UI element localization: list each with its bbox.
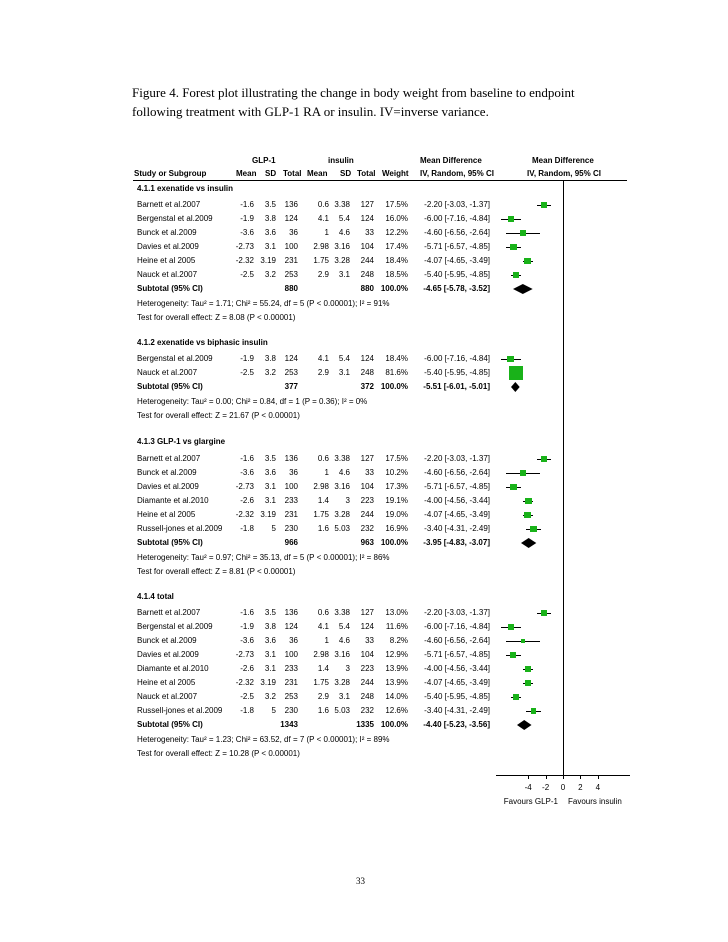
study-name: Nauck et al.2007 bbox=[137, 368, 198, 377]
study-m2: 4.1 bbox=[317, 214, 329, 223]
study-weight: 17.3% bbox=[385, 482, 408, 491]
study-name: Heine et al 2005 bbox=[137, 510, 196, 519]
study-sd1: 3.8 bbox=[264, 622, 276, 631]
study-m1: -2.5 bbox=[240, 692, 254, 701]
study-n1: 233 bbox=[284, 496, 298, 505]
study-weight: 19.1% bbox=[385, 496, 408, 505]
study-n1: 231 bbox=[284, 510, 298, 519]
overall-effect-text: Test for overall effect: Z = 21.67 (P < 0.00001) bbox=[137, 411, 300, 420]
overall-effect-text: Test for overall effect: Z = 8.81 (P < 0.00001) bbox=[137, 567, 296, 576]
study-md: -5.40 [-5.95, -4.85] bbox=[424, 692, 490, 701]
subtotal-diamond bbox=[510, 381, 521, 393]
study-n1: 36 bbox=[289, 636, 298, 645]
study-sd1: 3.5 bbox=[264, 608, 276, 617]
study-md: -3.40 [-4.31, -2.49] bbox=[424, 524, 490, 533]
study-weight: 17.4% bbox=[385, 242, 408, 251]
study-weight: 8.2% bbox=[389, 636, 408, 645]
study-row-box bbox=[521, 639, 526, 644]
study-sd1: 3.19 bbox=[260, 678, 276, 687]
study-m1: -2.73 bbox=[235, 482, 254, 491]
subtotal-md: -3.95 [-4.83, -3.07] bbox=[423, 538, 490, 547]
study-n2: 248 bbox=[360, 368, 374, 377]
study-n2: 244 bbox=[360, 678, 374, 687]
study-sd2: 3.28 bbox=[334, 678, 350, 687]
study-n1: 100 bbox=[284, 242, 298, 251]
favours-left-label: Favours GLP-1 bbox=[503, 797, 558, 806]
study-n2: 124 bbox=[360, 622, 374, 631]
study-name: Davies et al.2009 bbox=[137, 242, 199, 251]
heterogeneity-text: Heterogeneity: Tau² = 0.97; Chi² = 35.13, df = 5 (P < 0.00001); I² = 86% bbox=[137, 553, 390, 562]
subtotal-md: -5.51 [-6.01, -5.01] bbox=[423, 382, 490, 391]
header-insulin: insulin bbox=[328, 156, 354, 165]
study-md: -4.07 [-4.65, -3.49] bbox=[424, 510, 490, 519]
study-n2: 248 bbox=[360, 692, 374, 701]
study-row-box bbox=[507, 356, 514, 363]
study-sd2: 4.6 bbox=[338, 228, 350, 237]
study-name: Bergenstal et al.2009 bbox=[137, 622, 213, 631]
study-n2: 244 bbox=[360, 256, 374, 265]
header-plot-col: Mean Difference bbox=[532, 156, 594, 165]
study-md: -4.07 [-4.65, -3.49] bbox=[424, 256, 490, 265]
study-row-box bbox=[513, 694, 519, 700]
study-weight: 12.2% bbox=[385, 228, 408, 237]
subtotal-weight: 100.0% bbox=[380, 720, 408, 729]
subtotal-diamond bbox=[516, 719, 533, 731]
subtotal-diamond-shape bbox=[511, 382, 520, 392]
study-sd2: 5.4 bbox=[338, 214, 350, 223]
header-plot-sub: IV, Random, 95% CI bbox=[527, 169, 601, 178]
study-m1: -2.32 bbox=[235, 678, 254, 687]
study-m2: 2.9 bbox=[317, 368, 329, 377]
study-m1: -2.5 bbox=[240, 368, 254, 377]
study-weight: 13.9% bbox=[385, 678, 408, 687]
study-name: Russell-jones et al.2009 bbox=[137, 706, 223, 715]
study-name: Nauck et al.2007 bbox=[137, 692, 198, 701]
study-sd2: 3.1 bbox=[338, 270, 350, 279]
study-sd2: 5.03 bbox=[334, 706, 350, 715]
header-mean1: Mean bbox=[236, 169, 257, 178]
heterogeneity-text: Heterogeneity: Tau² = 0.00; Chi² = 0.84, df = 1 (P = 0.36); I² = 0% bbox=[137, 397, 368, 406]
study-n2: 232 bbox=[360, 524, 374, 533]
study-sd1: 3.8 bbox=[264, 354, 276, 363]
subtotal-n2: 880 bbox=[360, 284, 374, 293]
study-sd1: 3.1 bbox=[264, 650, 276, 659]
figure-caption: Figure 4. Forest plot illustrating the change in body weight from baseline to endpoint following treatment with GLP-1 RA or insulin. IV=inverse variance. bbox=[132, 85, 575, 119]
study-m2: 0.6 bbox=[317, 454, 329, 463]
study-sd1: 3.6 bbox=[264, 228, 276, 237]
study-name: Bunck et al.2009 bbox=[137, 228, 197, 237]
subtotal-weight: 100.0% bbox=[380, 538, 408, 547]
study-sd2: 3.38 bbox=[334, 454, 350, 463]
study-n2: 33 bbox=[365, 468, 374, 477]
subgroup-title: 4.1.4 total bbox=[137, 592, 174, 601]
study-row-box bbox=[530, 526, 537, 533]
study-m1: -1.6 bbox=[240, 608, 254, 617]
header-total2: Total bbox=[357, 169, 376, 178]
study-sd2: 5.03 bbox=[334, 524, 350, 533]
study-m1: -2.6 bbox=[240, 664, 254, 673]
study-m1: -1.9 bbox=[240, 354, 254, 363]
study-name: Russell-jones et al.2009 bbox=[137, 524, 223, 533]
study-md: -4.00 [-4.56, -3.44] bbox=[424, 496, 490, 505]
study-sd1: 3.2 bbox=[264, 692, 276, 701]
study-n1: 136 bbox=[284, 200, 298, 209]
subtotal-diamond bbox=[520, 537, 537, 549]
study-n2: 124 bbox=[360, 354, 374, 363]
study-row-box bbox=[520, 230, 526, 236]
study-sd2: 3.28 bbox=[334, 510, 350, 519]
study-md: -5.71 [-6.57, -4.85] bbox=[424, 242, 490, 251]
study-m2: 0.6 bbox=[317, 200, 329, 209]
study-m2: 1.4 bbox=[317, 496, 329, 505]
study-name: Bergenstal et al.2009 bbox=[137, 354, 213, 363]
study-n1: 233 bbox=[284, 664, 298, 673]
subtotal-n1: 377 bbox=[284, 382, 298, 391]
study-weight: 18.4% bbox=[385, 256, 408, 265]
study-name: Nauck et al.2007 bbox=[137, 270, 198, 279]
study-sd1: 3.2 bbox=[264, 270, 276, 279]
study-md: -6.00 [-7.16, -4.84] bbox=[424, 622, 490, 631]
study-weight: 14.0% bbox=[385, 692, 408, 701]
study-n2: 33 bbox=[365, 636, 374, 645]
study-sd1: 3.8 bbox=[264, 214, 276, 223]
study-name: Heine et al 2005 bbox=[137, 256, 196, 265]
study-row-box bbox=[509, 366, 523, 380]
study-m1: -2.5 bbox=[240, 270, 254, 279]
study-row-box bbox=[508, 216, 514, 222]
x-axis-tick bbox=[580, 775, 581, 779]
study-weight: 16.9% bbox=[385, 524, 408, 533]
study-m1: -1.8 bbox=[240, 524, 254, 533]
study-md: -5.71 [-6.57, -4.85] bbox=[424, 650, 490, 659]
study-n2: 124 bbox=[360, 214, 374, 223]
study-md: -4.07 [-4.65, -3.49] bbox=[424, 678, 490, 687]
study-sd2: 3 bbox=[345, 664, 350, 673]
study-weight: 10.2% bbox=[385, 468, 408, 477]
study-m1: -3.6 bbox=[240, 468, 254, 477]
study-m1: -2.73 bbox=[235, 242, 254, 251]
study-sd1: 3.5 bbox=[264, 454, 276, 463]
x-tick-label: 0 bbox=[560, 783, 566, 792]
x-axis-tick bbox=[546, 775, 547, 779]
study-n1: 253 bbox=[284, 270, 298, 279]
study-m2: 1.75 bbox=[313, 510, 329, 519]
subtotal-diamond bbox=[512, 283, 534, 295]
study-m2: 1.75 bbox=[313, 256, 329, 265]
study-md: -5.40 [-5.95, -4.85] bbox=[424, 368, 490, 377]
study-n2: 127 bbox=[360, 454, 374, 463]
study-row-box bbox=[525, 498, 532, 505]
study-n1: 124 bbox=[284, 354, 298, 363]
study-n1: 136 bbox=[284, 608, 298, 617]
study-m1: -1.9 bbox=[240, 622, 254, 631]
study-md: -2.20 [-3.03, -1.37] bbox=[424, 608, 490, 617]
study-name: Bunck et al.2009 bbox=[137, 468, 197, 477]
study-weight: 11.6% bbox=[385, 622, 408, 631]
study-weight: 13.0% bbox=[385, 608, 408, 617]
overall-effect-text: Test for overall effect: Z = 8.08 (P < 0.00001) bbox=[137, 313, 296, 322]
study-n1: 124 bbox=[284, 214, 298, 223]
header-rule bbox=[133, 180, 627, 181]
study-name: Diamante et al.2010 bbox=[137, 664, 209, 673]
study-sd2: 4.6 bbox=[338, 636, 350, 645]
subtotal-label: Subtotal (95% CI) bbox=[137, 284, 203, 293]
study-n1: 231 bbox=[284, 256, 298, 265]
header-md-sub: IV, Random, 95% CI bbox=[420, 169, 494, 178]
study-sd1: 3.19 bbox=[260, 256, 276, 265]
study-m2: 0.6 bbox=[317, 608, 329, 617]
study-sd1: 3.1 bbox=[264, 664, 276, 673]
subtotal-diamond-shape bbox=[521, 538, 536, 548]
study-sd2: 5.4 bbox=[338, 354, 350, 363]
study-n1: 100 bbox=[284, 650, 298, 659]
study-row-box bbox=[510, 244, 517, 251]
header-total1: Total bbox=[283, 169, 302, 178]
study-m1: -2.32 bbox=[235, 510, 254, 519]
study-sd2: 3.38 bbox=[334, 608, 350, 617]
study-weight: 18.4% bbox=[385, 354, 408, 363]
study-md: -6.00 [-7.16, -4.84] bbox=[424, 354, 490, 363]
subtotal-md: -4.40 [-5.23, -3.56] bbox=[423, 720, 490, 729]
study-name: Diamante et al.2010 bbox=[137, 496, 209, 505]
study-sd2: 3.28 bbox=[334, 256, 350, 265]
study-m2: 2.98 bbox=[313, 650, 329, 659]
study-n2: 33 bbox=[365, 228, 374, 237]
study-sd2: 3.1 bbox=[338, 692, 350, 701]
study-n1: 36 bbox=[289, 468, 298, 477]
study-n2: 127 bbox=[360, 608, 374, 617]
study-row-box bbox=[524, 512, 531, 519]
study-n2: 223 bbox=[360, 664, 374, 673]
study-m1: -3.6 bbox=[240, 636, 254, 645]
study-m2: 1.6 bbox=[317, 524, 329, 533]
study-n1: 36 bbox=[289, 228, 298, 237]
x-tick-label: -4 bbox=[524, 783, 532, 792]
study-sd1: 3.1 bbox=[264, 496, 276, 505]
subtotal-md: -4.65 [-5.78, -3.52] bbox=[423, 284, 490, 293]
study-weight: 17.5% bbox=[385, 454, 408, 463]
study-weight: 17.5% bbox=[385, 200, 408, 209]
subtotal-n2: 1335 bbox=[356, 720, 374, 729]
study-n2: 248 bbox=[360, 270, 374, 279]
subtotal-weight: 100.0% bbox=[380, 382, 408, 391]
study-m2: 1 bbox=[324, 468, 329, 477]
study-sd2: 3.16 bbox=[334, 650, 350, 659]
study-m1: -1.8 bbox=[240, 706, 254, 715]
subtotal-label: Subtotal (95% CI) bbox=[137, 538, 203, 547]
study-m1: -2.73 bbox=[235, 650, 254, 659]
heterogeneity-text: Heterogeneity: Tau² = 1.71; Chi² = 55.24, df = 5 (P < 0.00001); I² = 91% bbox=[137, 299, 390, 308]
study-n1: 231 bbox=[284, 678, 298, 687]
study-md: -4.60 [-6.56, -2.64] bbox=[424, 228, 490, 237]
study-sd2: 3.16 bbox=[334, 242, 350, 251]
study-name: Davies et al.2009 bbox=[137, 650, 199, 659]
subtotal-label: Subtotal (95% CI) bbox=[137, 720, 203, 729]
study-row-box bbox=[513, 272, 520, 279]
study-row-box bbox=[525, 680, 531, 686]
favours-right-label: Favours insulin bbox=[568, 797, 622, 806]
study-name: Bunck et al.2009 bbox=[137, 636, 197, 645]
study-sd1: 3.19 bbox=[260, 510, 276, 519]
study-m1: -1.6 bbox=[240, 454, 254, 463]
header-sd2: SD bbox=[340, 169, 352, 178]
study-row-box bbox=[510, 652, 516, 658]
study-name: Heine et al 2005 bbox=[137, 678, 196, 687]
study-m2: 1.6 bbox=[317, 706, 329, 715]
subtotal-n1: 966 bbox=[284, 538, 298, 547]
study-sd1: 3.6 bbox=[264, 468, 276, 477]
study-row-box bbox=[510, 484, 517, 491]
study-md: -4.00 [-4.56, -3.44] bbox=[424, 664, 490, 673]
study-sd2: 3.16 bbox=[334, 482, 350, 491]
header-md-col: Mean Difference bbox=[420, 156, 482, 165]
study-sd1: 3.1 bbox=[264, 242, 276, 251]
study-n1: 124 bbox=[284, 622, 298, 631]
study-weight: 18.5% bbox=[385, 270, 408, 279]
study-n1: 230 bbox=[284, 706, 298, 715]
study-sd2: 3 bbox=[345, 496, 350, 505]
study-row-box bbox=[508, 624, 513, 629]
study-md: -4.60 [-6.56, -2.64] bbox=[424, 468, 490, 477]
subtotal-diamond-shape bbox=[517, 720, 532, 730]
overall-effect-text: Test for overall effect: Z = 10.28 (P < 0.00001) bbox=[137, 749, 300, 758]
study-row-box bbox=[524, 258, 531, 265]
study-name: Barnett et al.2007 bbox=[137, 608, 201, 617]
header-mean2: Mean bbox=[307, 169, 328, 178]
study-weight: 16.0% bbox=[385, 214, 408, 223]
study-m2: 1 bbox=[324, 228, 329, 237]
study-sd2: 5.4 bbox=[338, 622, 350, 631]
study-md: -3.40 [-4.31, -2.49] bbox=[424, 706, 490, 715]
study-md: -6.00 [-7.16, -4.84] bbox=[424, 214, 490, 223]
study-n1: 136 bbox=[284, 454, 298, 463]
study-md: -4.60 [-6.56, -2.64] bbox=[424, 636, 490, 645]
study-m1: -2.6 bbox=[240, 496, 254, 505]
study-m1: -2.32 bbox=[235, 256, 254, 265]
study-m2: 2.98 bbox=[313, 242, 329, 251]
subtotal-n2: 372 bbox=[360, 382, 374, 391]
study-name: Davies et al.2009 bbox=[137, 482, 199, 491]
study-m2: 2.9 bbox=[317, 270, 329, 279]
study-row-box bbox=[520, 470, 525, 475]
x-tick-label: 4 bbox=[595, 783, 601, 792]
subtotal-label: Subtotal (95% CI) bbox=[137, 382, 203, 391]
study-name: Bergenstal et al.2009 bbox=[137, 214, 213, 223]
study-n1: 253 bbox=[284, 692, 298, 701]
study-n2: 223 bbox=[360, 496, 374, 505]
subtotal-n1: 1343 bbox=[280, 720, 298, 729]
x-axis-tick bbox=[528, 775, 529, 779]
subtotal-n1: 880 bbox=[284, 284, 298, 293]
study-n2: 244 bbox=[360, 510, 374, 519]
study-md: -5.40 [-5.95, -4.85] bbox=[424, 270, 490, 279]
header-study: Study or Subgroup bbox=[134, 169, 207, 178]
study-m2: 1.75 bbox=[313, 678, 329, 687]
subgroup-title: 4.1.3 GLP-1 vs glargine bbox=[137, 437, 226, 446]
study-sd2: 4.6 bbox=[338, 468, 350, 477]
heterogeneity-text: Heterogeneity: Tau² = 1.23; Chi² = 63.52, df = 7 (P < 0.00001); I² = 89% bbox=[137, 735, 390, 744]
study-name: Barnett et al.2007 bbox=[137, 454, 201, 463]
x-axis-tick bbox=[598, 775, 599, 779]
study-n1: 230 bbox=[284, 524, 298, 533]
study-sd1: 3.2 bbox=[264, 368, 276, 377]
study-weight: 13.9% bbox=[385, 664, 408, 673]
subtotal-weight: 100.0% bbox=[380, 284, 408, 293]
study-sd1: 5 bbox=[271, 706, 276, 715]
study-row-box bbox=[525, 666, 531, 672]
study-sd1: 5 bbox=[271, 524, 276, 533]
subgroup-title: 4.1.2 exenatide vs biphasic insulin bbox=[137, 338, 268, 347]
study-m1: -1.6 bbox=[240, 200, 254, 209]
x-tick-label: -2 bbox=[542, 783, 550, 792]
study-m2: 1.4 bbox=[317, 664, 329, 673]
study-row-box bbox=[541, 456, 548, 463]
header-glp1: GLP-1 bbox=[252, 156, 276, 165]
study-row-box bbox=[531, 708, 537, 714]
study-n1: 253 bbox=[284, 368, 298, 377]
subtotal-diamond-shape bbox=[513, 284, 533, 294]
study-md: -2.20 [-3.03, -1.37] bbox=[424, 200, 490, 209]
study-weight: 12.6% bbox=[385, 706, 408, 715]
study-m2: 1 bbox=[324, 636, 329, 645]
study-weight: 19.0% bbox=[385, 510, 408, 519]
study-n2: 104 bbox=[360, 242, 374, 251]
study-n2: 104 bbox=[360, 482, 374, 491]
study-m2: 2.98 bbox=[313, 482, 329, 491]
study-row-box bbox=[541, 202, 548, 209]
x-tick-label: 2 bbox=[578, 783, 583, 792]
zero-reference-line bbox=[563, 180, 564, 775]
study-md: -5.71 [-6.57, -4.85] bbox=[424, 482, 490, 491]
x-axis-tick bbox=[563, 775, 564, 779]
study-name: Barnett et al.2007 bbox=[137, 200, 201, 209]
study-sd1: 3.1 bbox=[264, 482, 276, 491]
header-sd1: SD bbox=[265, 169, 277, 178]
study-n2: 104 bbox=[360, 650, 374, 659]
study-m1: -3.6 bbox=[240, 228, 254, 237]
study-md: -2.20 [-3.03, -1.37] bbox=[424, 454, 490, 463]
study-sd2: 3.38 bbox=[334, 200, 350, 209]
header-weight: Weight bbox=[382, 169, 409, 178]
study-m2: 4.1 bbox=[317, 622, 329, 631]
page-number: 33 bbox=[356, 876, 365, 886]
study-sd1: 3.6 bbox=[264, 636, 276, 645]
study-n2: 127 bbox=[360, 200, 374, 209]
study-weight: 81.6% bbox=[385, 368, 408, 377]
study-weight: 12.9% bbox=[385, 650, 408, 659]
study-n1: 100 bbox=[284, 482, 298, 491]
study-sd2: 3.1 bbox=[338, 368, 350, 377]
study-n2: 232 bbox=[360, 706, 374, 715]
subtotal-n2: 963 bbox=[360, 538, 374, 547]
subgroup-title: 4.1.1 exenatide vs insulin bbox=[137, 184, 234, 193]
study-m2: 4.1 bbox=[317, 354, 329, 363]
study-m1: -1.9 bbox=[240, 214, 254, 223]
study-sd1: 3.5 bbox=[264, 200, 276, 209]
study-row-box bbox=[541, 610, 547, 616]
study-m2: 2.9 bbox=[317, 692, 329, 701]
